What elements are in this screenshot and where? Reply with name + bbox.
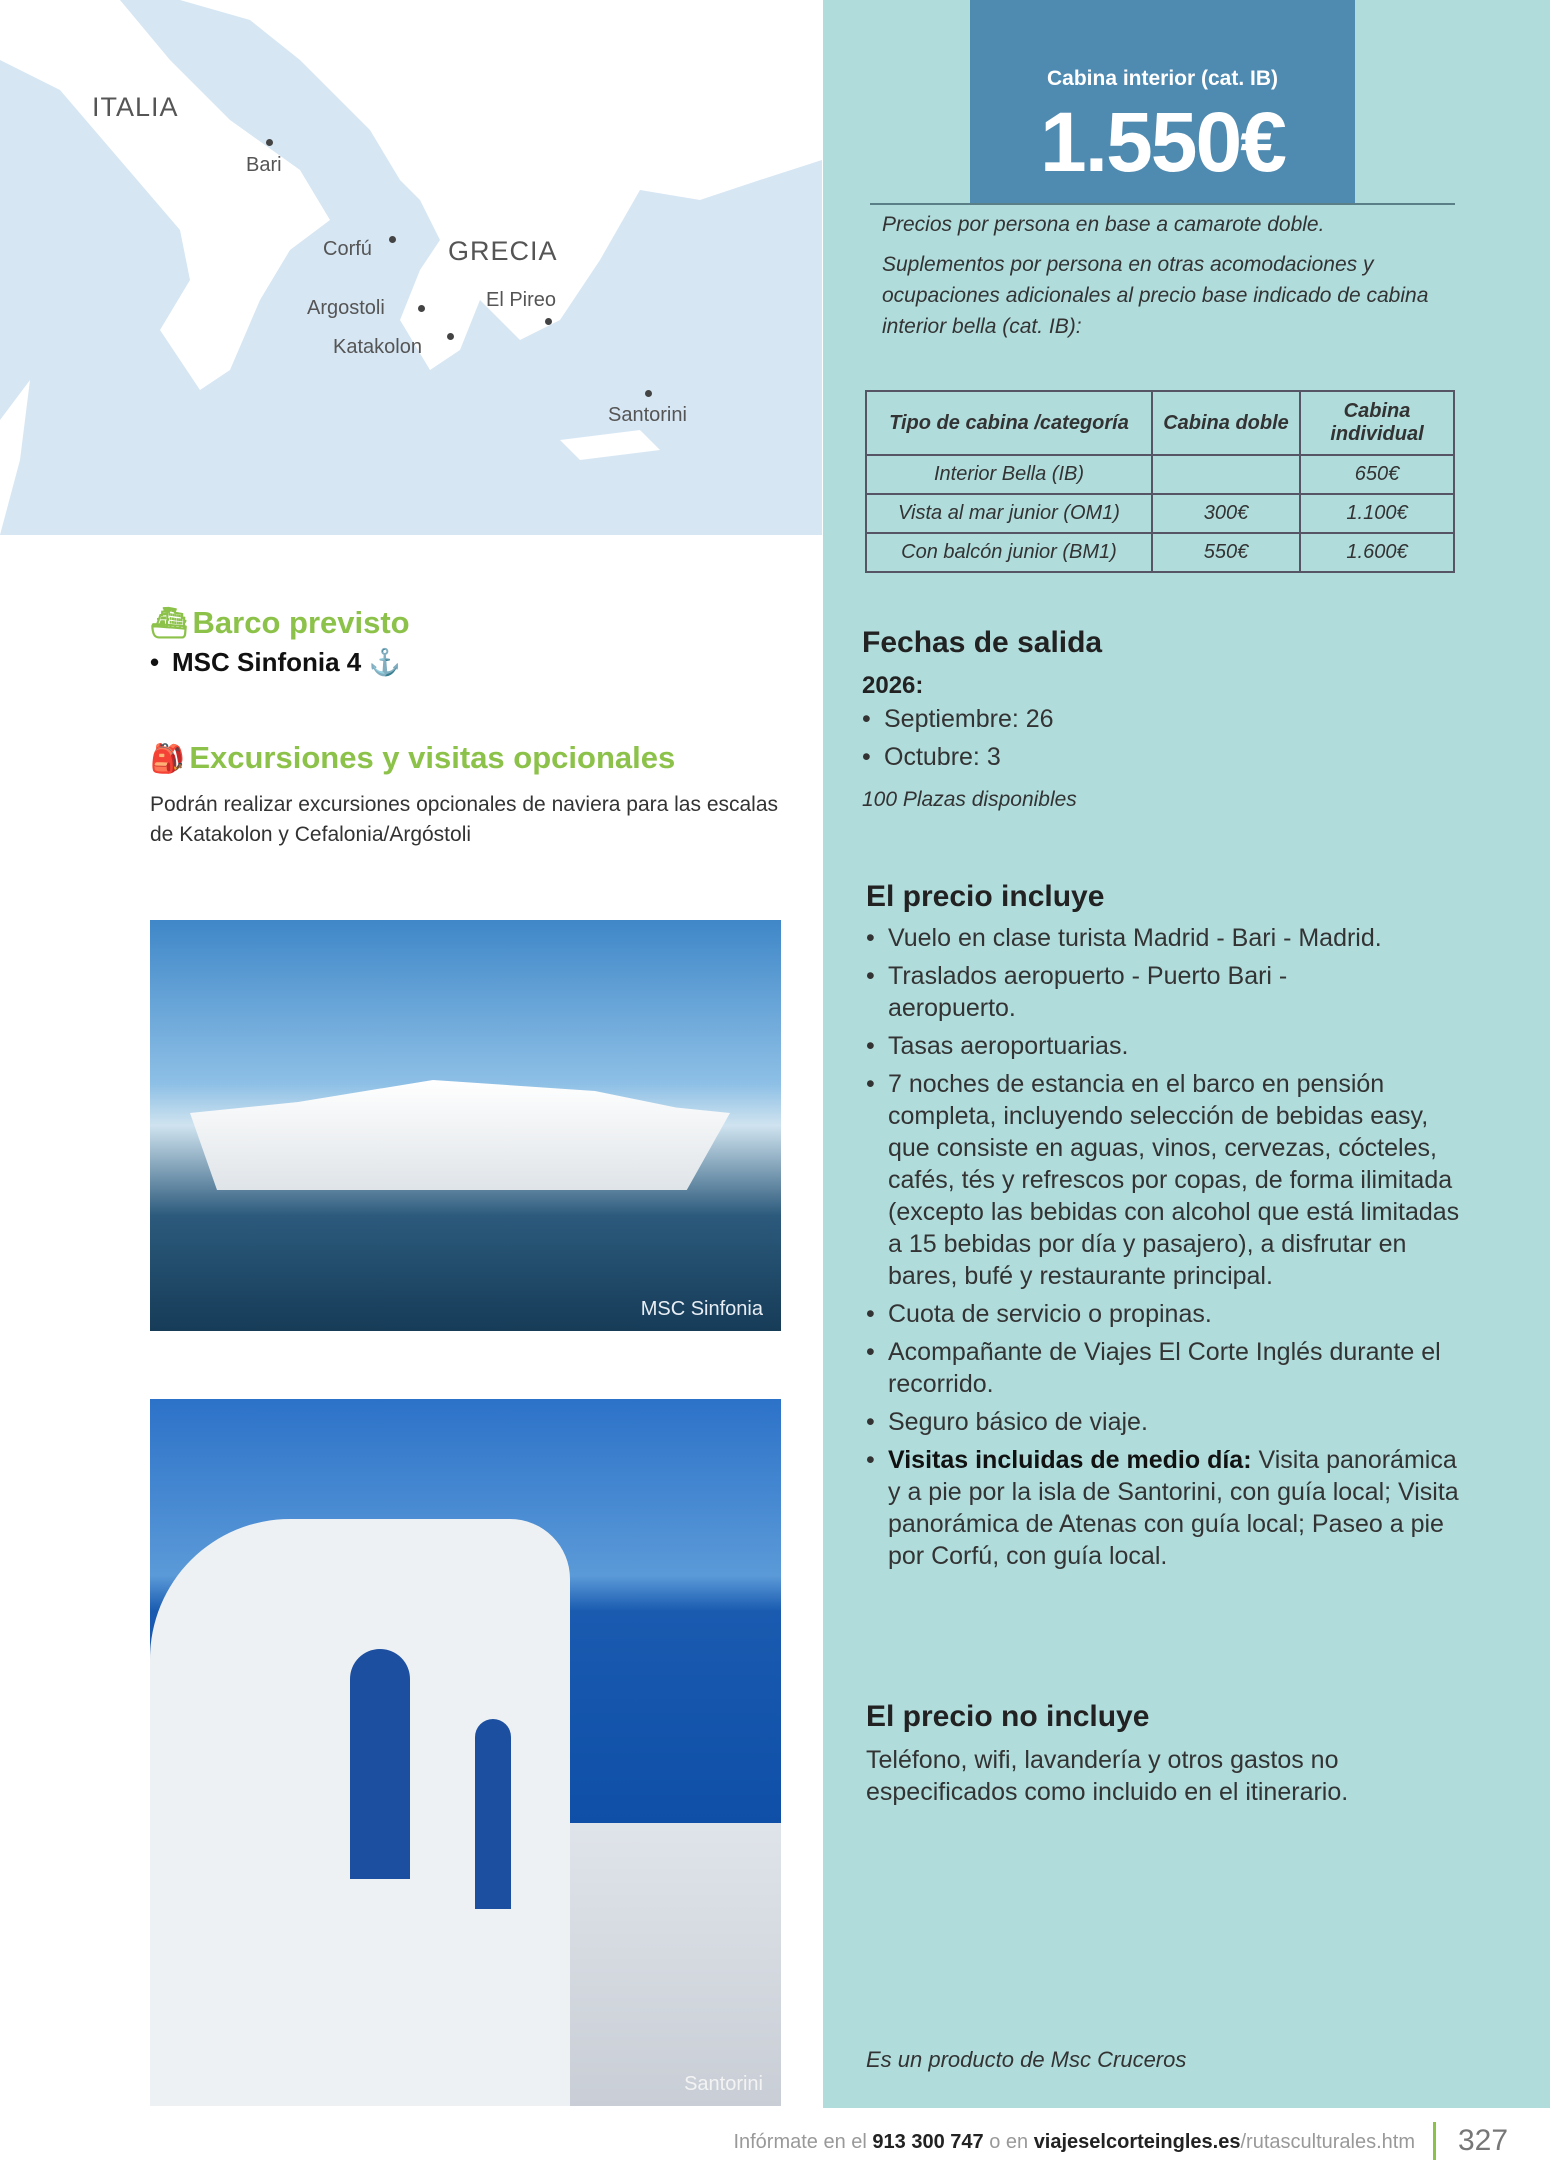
table-row xyxy=(866,455,1454,494)
table-cell: Con balcón junior (BM1) xyxy=(866,533,1152,572)
price-value: 1.550€ xyxy=(1040,95,1285,189)
footer-site-link[interactable]: viajeselcorteingles.es xyxy=(1033,2131,1241,2153)
dates-section xyxy=(862,626,1502,815)
include-item: • Traslados aeropuerto - Puerto Bari - aeropuerto. xyxy=(866,960,1296,1024)
table-cell: 1.100€ xyxy=(1300,494,1454,533)
excursions-section xyxy=(150,740,790,850)
include-item: • 7 noches de estancia en el barco en pensión completa, incluyendo selección de bebidas easy, que consiste en aguas, vinos, cervezas, cócteles, cafés, tés y refrescos por copas, de forma ilimitada (excepto las bebidas con alcohol que está limitadas a 15 bebidas por día y pasajero), a disfrutar en bares, bufé y restaurante principal. xyxy=(866,1068,1466,1292)
map-label-el-pireo: El Pireo xyxy=(486,289,557,311)
visits-label: Visitas incluidas de medio día: xyxy=(888,1446,1252,1474)
include-item: • Tasas aeroportuarias. xyxy=(866,1030,1466,1062)
table-cell: 650€ xyxy=(1300,455,1454,494)
page-number: 327 xyxy=(1458,2124,1509,2157)
include-item-visits xyxy=(866,1444,1466,1572)
table-cell: 1.600€ xyxy=(1300,533,1454,572)
footer-mid: o en xyxy=(983,2131,1034,2153)
footer-path[interactable]: /rutasculturales.htm xyxy=(1240,2131,1415,2153)
map-marker xyxy=(418,305,425,312)
ship-shape xyxy=(190,1080,730,1190)
map-land xyxy=(0,0,822,535)
map-label-italia: ITALIA xyxy=(92,92,179,122)
price-note: Precios por persona en base a camarote doble. xyxy=(882,213,1325,236)
table-row xyxy=(866,533,1454,572)
excludes-section xyxy=(866,1700,1466,1808)
includes-section xyxy=(866,880,1466,1572)
table-cell xyxy=(1152,455,1300,494)
map-label-santorini: Santorini xyxy=(608,404,687,426)
footer-divider xyxy=(1433,2122,1436,2160)
visits-text: Visita panorámica y a pie por la isla de Santorini, con guía local; Visita panorámica de Atenas con guía local; Paseo a pie por Corfú, con guía local. xyxy=(888,1446,1459,1570)
include-item: • Cuota de servicio o propinas. xyxy=(866,1298,1466,1330)
supplements-table xyxy=(865,390,1455,573)
table-cell: 550€ xyxy=(1152,533,1300,572)
ship-photo-caption: MSC Sinfonia xyxy=(640,1298,763,1320)
seats-available: 100 Plazas disponibles xyxy=(862,788,1077,811)
ship-icon: ⛴ xyxy=(150,607,189,640)
footer-phone[interactable]: 913 300 747 xyxy=(872,2131,984,2153)
table-header: Cabina individual xyxy=(1300,391,1454,455)
footer xyxy=(733,2130,1415,2154)
producer-note: Es un producto de Msc Cruceros xyxy=(866,2047,1187,2072)
excursions-heading: Excursiones y visitas opcionales xyxy=(189,740,676,775)
excludes-text: Teléfono, wifi, lavandería y otros gastos no especificados como incluido en el itinerario. xyxy=(866,1746,1349,1806)
price-label: Cabina interior (cat. IB) xyxy=(1046,67,1279,90)
date-item: • Septiembre: 26 xyxy=(862,700,1502,738)
route-map xyxy=(0,0,822,535)
santorini-photo xyxy=(150,1399,781,2106)
ship-photo xyxy=(150,920,781,1331)
map-marker xyxy=(645,390,652,397)
table-header: Tipo de cabina /categoría xyxy=(866,391,1152,455)
blue-door xyxy=(475,1719,511,1909)
ship-name: • MSC Sinfonia 4 ⚓ xyxy=(150,647,410,678)
table-header: Cabina doble xyxy=(1152,391,1300,455)
excludes-heading: El precio no incluye xyxy=(866,1700,1150,1733)
ship-heading: Barco previsto xyxy=(192,605,410,640)
includes-heading: El precio incluye xyxy=(866,880,1105,913)
table-cell: 300€ xyxy=(1152,494,1300,533)
map-label-argostoli: Argostoli xyxy=(307,297,385,319)
blue-door xyxy=(350,1649,410,1879)
map-label-katakolon: Katakolon xyxy=(333,336,422,358)
map-label-bari: Bari xyxy=(246,154,282,176)
excursions-text: Podrán realizar excursiones opcionales de naviera para las escalas de Katakolon y Cefalonia/Argóstoli xyxy=(150,793,779,846)
map-label-grecia: GRECIA xyxy=(448,236,558,266)
date-item: • Octubre: 3 xyxy=(862,738,1502,776)
footer-pre: Infórmate en el xyxy=(733,2131,873,2153)
price-box xyxy=(970,0,1355,203)
ship-section xyxy=(150,605,410,678)
include-item: • Vuelo en clase turista Madrid - Bari - Madrid. xyxy=(866,922,1466,954)
backpack-icon: 🎒 xyxy=(150,743,185,774)
table-cell: Vista al mar junior (OM1) xyxy=(866,494,1152,533)
map-marker xyxy=(447,333,454,340)
include-item: • Acompañante de Viajes El Corte Inglés durante el recorrido. xyxy=(866,1336,1466,1400)
dates-year: 2026: xyxy=(862,672,924,699)
table-cell: Interior Bella (IB) xyxy=(866,455,1152,494)
include-item: • Seguro básico de viaje. xyxy=(866,1406,1466,1438)
dates-heading: Fechas de salida xyxy=(862,626,1103,659)
map-marker xyxy=(389,236,396,243)
map-marker xyxy=(545,318,552,325)
supplements-text: Suplementos por persona en otras acomodaciones y ocupaciones adicionales al precio base indicado de cabina interior bella (cat. IB): xyxy=(882,253,1429,338)
map-marker xyxy=(266,139,273,146)
table-row xyxy=(866,494,1454,533)
santorini-photo-caption: Santorini xyxy=(684,2073,763,2095)
table-header-row xyxy=(866,391,1454,455)
divider xyxy=(870,203,1455,205)
map-label-corfu: Corfú xyxy=(323,238,372,260)
